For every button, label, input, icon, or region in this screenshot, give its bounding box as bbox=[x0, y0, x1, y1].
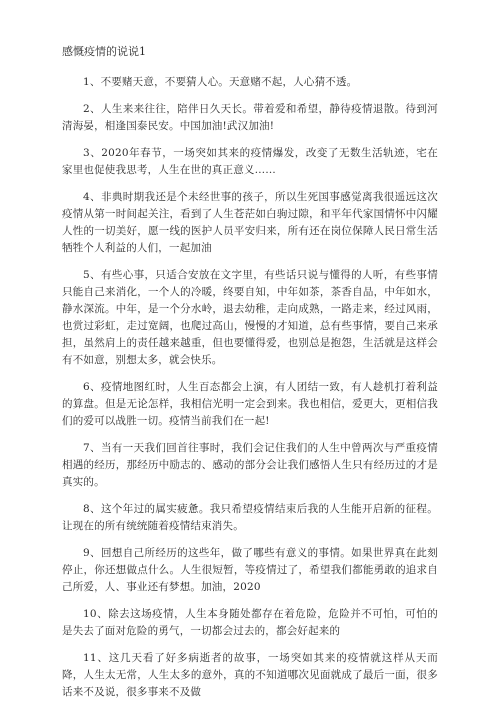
document-title: 感慨疫情的说说1 bbox=[62, 45, 146, 58]
paragraph-5: 5、有些心事，只适合安放在文字里，有些话只说与懂得的人听，有些事情只能自己来消化，一个人的冷暖，终要自知，中年如茶，茶香自品，中年如水，静水深流。中年，是一个分水岭，退去幼稚，走向成熟，一路走来，经过风雨，也赏过彩虹，走过宽阔，也爬过高山，慢慢的才知道，总有些事情，要自己来承担，虽然肩上的责任越来越重，但也要懂得爱，也别总是抱怨，生活就是这样会有不如意，别想太多，就会快乐。 bbox=[62, 269, 438, 366]
paragraph-3: 3、2020年春节，一场突如其来的疫情爆发，改变了无数生活轨迹，宅在家里也促使我思考，人生在世的真正意义…… bbox=[62, 147, 438, 176]
paragraph-6: 6、疫情地图红时，人生百态都会上演，有人团结一致，有人趁机打着利益的算盘。但是无论怎样，我相信光明一定会到来。我也相信，爱更大，更相信我们的爱可以战胜一切。疫情当前我们在一起! bbox=[62, 381, 438, 427]
paragraph-10: 10、除去这场疫情，人生本身随处都存在着危险，危险并不可怕，可怕的是失去了面对危险的勇气，一切都会过去的，都会好起来的 bbox=[62, 608, 438, 637]
paragraph-7: 7、当有一天我们回首往事时，我们会记住我们的人生中曾两次与严重疫情相遇的经历，那经历中励志的、感动的部分会让我们感悟人生只有经历过的才是真实的。 bbox=[62, 442, 438, 488]
paragraph-1: 1、不要赌天意，不要猜人心。天意赌不起，人心猜不透。 bbox=[83, 76, 358, 88]
paragraph-2: 2、人生来来往往，陪伴日久天长。带着爱和希望，静待疫情退散。待到河清海晏，相逢国泰民安。中国加油!武汉加油! bbox=[62, 103, 438, 132]
paragraph-11: 11、这几天看了好多病逝者的故事，一场突如其来的疫情就这样从天而降，人生太无常，人生太多的意外，真的不知道哪次见面就成了最后一面，很多话来不及说，很多事来不及做 bbox=[62, 652, 438, 698]
paragraph-8: 8、这个年过的属实疲惫。我只希望疫情结束后我的人生能开启新的征程。让现在的所有统统随着疫情结束消失。 bbox=[62, 503, 438, 532]
paragraph-9: 9、回想自己所经历的这些年，做了哪些有意义的事情。如果世界真在此刻停止，你还想做点什么。人生很短暂，等疫情过了，希望我们都能勇敢的追求自己所爱，人、事业还有梦想。加油，2020 bbox=[62, 547, 438, 593]
paragraph-4: 4、非典时期我还是个未经世事的孩子，所以生死国事感觉离我很遥远这次疫情从第一时间起关注，看到了人生苍茫如白驹过隙，和平年代家国情怀中闪耀人性的一切美好，愿一线的医护人员平安归来，所有还在岗位保障人民日常生活牺牲个人利益的人们，一起加油 bbox=[62, 191, 438, 254]
